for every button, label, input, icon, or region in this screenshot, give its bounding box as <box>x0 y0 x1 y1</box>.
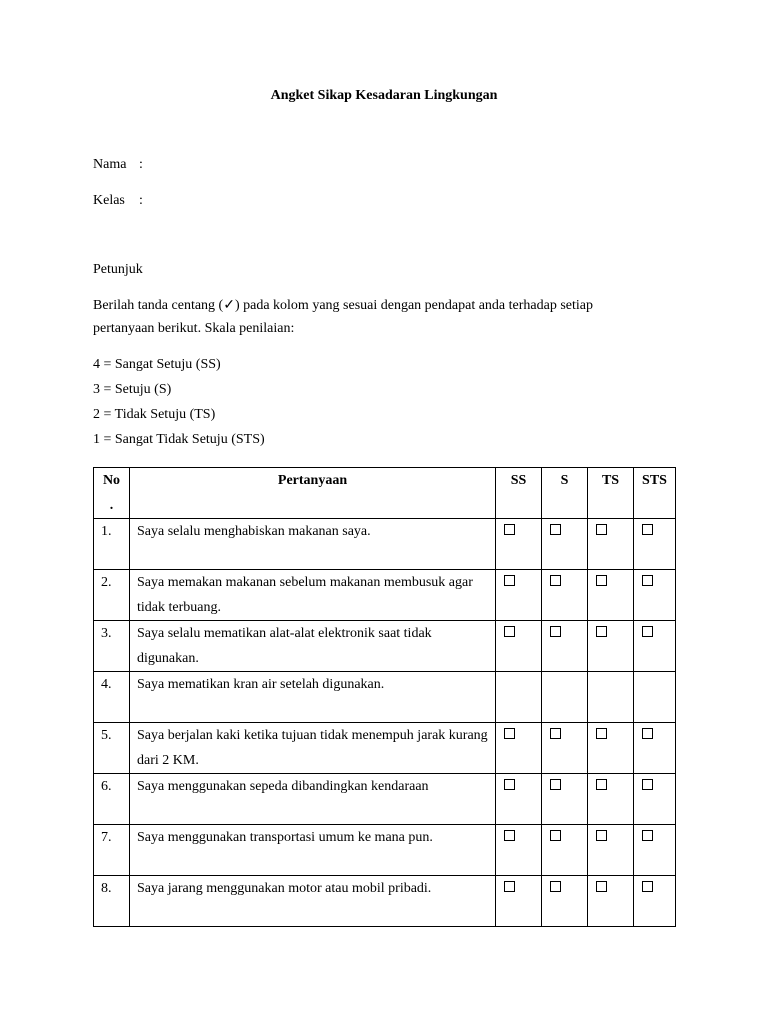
option-cell-sts <box>634 621 676 672</box>
option-cell-s <box>542 774 588 825</box>
checkbox-icon <box>642 575 653 586</box>
header-question: Pertanyaan <box>130 468 496 519</box>
scale-item: 2 = Tidak Setuju (TS) <box>93 407 216 422</box>
checkbox-icon <box>642 728 653 739</box>
header-no <box>94 468 130 519</box>
table-row <box>94 774 676 825</box>
option-cell-s <box>542 570 588 621</box>
table-row <box>94 723 676 774</box>
option-cell-ts <box>588 621 634 672</box>
option-cell-ts <box>588 570 634 621</box>
checkbox-icon <box>596 779 607 790</box>
header-no-line-1: No <box>102 473 121 488</box>
table-row <box>94 570 676 621</box>
checkbox-icon <box>642 779 653 790</box>
header-ts: TS <box>588 468 634 519</box>
table-row <box>94 519 676 570</box>
row-question: Saya selalu menghabiskan makanan saya. <box>130 519 496 570</box>
checkbox-icon <box>550 575 561 586</box>
header-sts: STS <box>634 468 676 519</box>
option-cell-ss <box>496 774 542 825</box>
checkbox-icon <box>504 830 515 841</box>
checkbox-icon <box>504 626 515 637</box>
class-label: Kelas <box>93 193 125 208</box>
checkbox-icon <box>550 626 561 637</box>
row-question: Saya memakan makanan sebelum makanan membusuk agar tidak terbuang. <box>130 570 496 621</box>
option-cell-s <box>542 723 588 774</box>
row-question: Saya menggunakan sepeda dibandingkan kendaraan <box>130 774 496 825</box>
scale-item: 3 = Setuju (S) <box>93 382 172 397</box>
checkbox-icon <box>642 524 653 535</box>
checkbox-icon <box>504 881 515 892</box>
checkbox-icon <box>550 881 561 892</box>
option-cell-s <box>542 672 588 723</box>
option-cell-s <box>542 621 588 672</box>
checkbox-icon <box>642 881 653 892</box>
option-cell-ts <box>588 876 634 927</box>
option-cell-ts <box>588 519 634 570</box>
row-question: Saya berjalan kaki ketika tujuan tidak menempuh jarak kurang dari 2 KM. <box>130 723 496 774</box>
checkbox-icon <box>504 779 515 790</box>
row-number: 1. <box>94 519 130 570</box>
option-cell-ss <box>496 672 542 723</box>
checkbox-icon <box>596 626 607 637</box>
instructions-heading: Petunjuk <box>93 262 143 277</box>
option-cell-ss <box>496 876 542 927</box>
option-cell-sts <box>634 825 676 876</box>
header-no-line-2: . <box>109 498 114 513</box>
table-row <box>94 672 676 723</box>
checkbox-icon <box>596 881 607 892</box>
row-number: 7. <box>94 825 130 876</box>
row-number: 4. <box>94 672 130 723</box>
checkbox-icon <box>596 524 607 535</box>
option-cell-s <box>542 519 588 570</box>
checkbox-icon <box>550 524 561 535</box>
table-row <box>94 621 676 672</box>
option-cell-ss <box>496 825 542 876</box>
table-row <box>94 825 676 876</box>
option-cell-s <box>542 876 588 927</box>
checkbox-icon <box>504 575 515 586</box>
row-question: Saya jarang menggunakan motor atau mobil pribadi. <box>130 876 496 927</box>
option-cell-ts <box>588 774 634 825</box>
option-cell-sts <box>634 519 676 570</box>
checkbox-icon <box>550 728 561 739</box>
table-header-row <box>94 468 676 519</box>
header-s: S <box>542 468 588 519</box>
option-cell-sts <box>634 672 676 723</box>
option-cell-ts <box>588 672 634 723</box>
row-number: 8. <box>94 876 130 927</box>
option-cell-sts <box>634 723 676 774</box>
instructions-line-2: pertanyaan berikut. Skala penilaian: <box>93 321 295 336</box>
class-colon: : <box>139 193 143 208</box>
option-cell-sts <box>634 774 676 825</box>
checkbox-icon <box>550 830 561 841</box>
scale-item: 4 = Sangat Setuju (SS) <box>93 357 221 372</box>
document-title: Angket Sikap Kesadaran Lingkungan <box>270 88 498 103</box>
checkbox-icon <box>642 626 653 637</box>
checkbox-icon <box>504 524 515 535</box>
row-question: Saya mematikan kran air setelah digunakan. <box>130 672 496 723</box>
option-cell-ts <box>588 825 634 876</box>
option-cell-ss <box>496 621 542 672</box>
option-cell-ss <box>496 723 542 774</box>
row-number: 3. <box>94 621 130 672</box>
checkbox-icon <box>596 575 607 586</box>
checkbox-icon <box>504 728 515 739</box>
row-question: Saya menggunakan transportasi umum ke mana pun. <box>130 825 496 876</box>
checkbox-icon <box>596 728 607 739</box>
scale-item: 1 = Sangat Tidak Setuju (STS) <box>93 432 265 447</box>
option-cell-sts <box>634 876 676 927</box>
questionnaire-table <box>93 467 676 927</box>
row-question: Saya selalu mematikan alat-alat elektronik saat tidak digunakan. <box>130 621 496 672</box>
option-cell-ss <box>496 570 542 621</box>
option-cell-ss <box>496 519 542 570</box>
table-row <box>94 876 676 927</box>
option-cell-sts <box>634 570 676 621</box>
name-colon: : <box>139 157 143 172</box>
row-number: 2. <box>94 570 130 621</box>
row-number: 5. <box>94 723 130 774</box>
option-cell-ts <box>588 723 634 774</box>
name-label: Nama <box>93 157 127 172</box>
checkbox-icon <box>596 830 607 841</box>
checkbox-icon <box>642 830 653 841</box>
header-ss: SS <box>496 468 542 519</box>
instructions-line-1: Berilah tanda centang (✓) pada kolom yang sesuai dengan pendapat anda terhadap setiap <box>93 298 593 313</box>
checkbox-icon <box>550 779 561 790</box>
row-number: 6. <box>94 774 130 825</box>
option-cell-s <box>542 825 588 876</box>
